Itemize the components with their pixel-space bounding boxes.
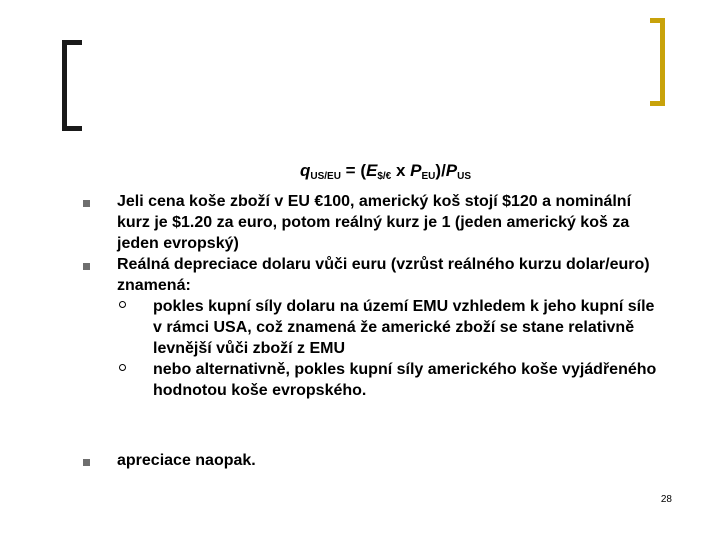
formula-e-subscript: $/€ <box>377 171 392 182</box>
bullet-text-2: Reálná depreciace dolaru vůči euru (vzrůst reálného kurzu dolar/euro) znamená: <box>117 256 650 294</box>
bullet-marker <box>83 459 90 466</box>
sub-bullet-marker <box>119 364 126 371</box>
bullet-text-3: apreciace naopak. <box>117 452 256 469</box>
formula-p-eu-subscript: EU <box>421 171 436 182</box>
page-number: 28 <box>660 494 672 505</box>
bullet-text-1: Jeli cena koše zboží v EU €100, americký koš stojí $120 a nominální kurz je $1.20 za euro, potom reálný kurz je 1 (jeden americký koš za jeden evropský) <box>117 193 632 252</box>
sub-bullet-text-1: pokles kupní síly dolaru na území EMU vzhledem k jeho kupní síle v rámci USA, což znamená že americké zboží se stane relativně levnější vůči zboží z EMU <box>153 298 655 357</box>
bullet-marker <box>83 200 90 207</box>
formula-p-us-subscript: US <box>457 171 472 182</box>
formula-p-eu: P <box>410 161 422 180</box>
sub-bullet-text-2: nebo alternativně, pokles kupní síly amerického koše vyjádřeného hodnotou koše evropského. <box>153 361 657 399</box>
formula-e: E <box>366 161 378 180</box>
sub-bullet-marker <box>119 301 126 308</box>
formula-p-us: P <box>445 161 458 180</box>
formula-close: )/ <box>435 161 446 180</box>
right-bracket-decoration <box>650 18 665 106</box>
formula-times: x <box>391 161 411 180</box>
formula-q: q <box>300 161 311 180</box>
real-exchange-rate-formula <box>300 160 471 182</box>
left-bracket-decoration <box>62 40 82 131</box>
formula-q-subscript: US/EU <box>310 171 341 182</box>
formula-equals: = ( <box>340 161 366 180</box>
bullet-marker <box>83 263 90 270</box>
